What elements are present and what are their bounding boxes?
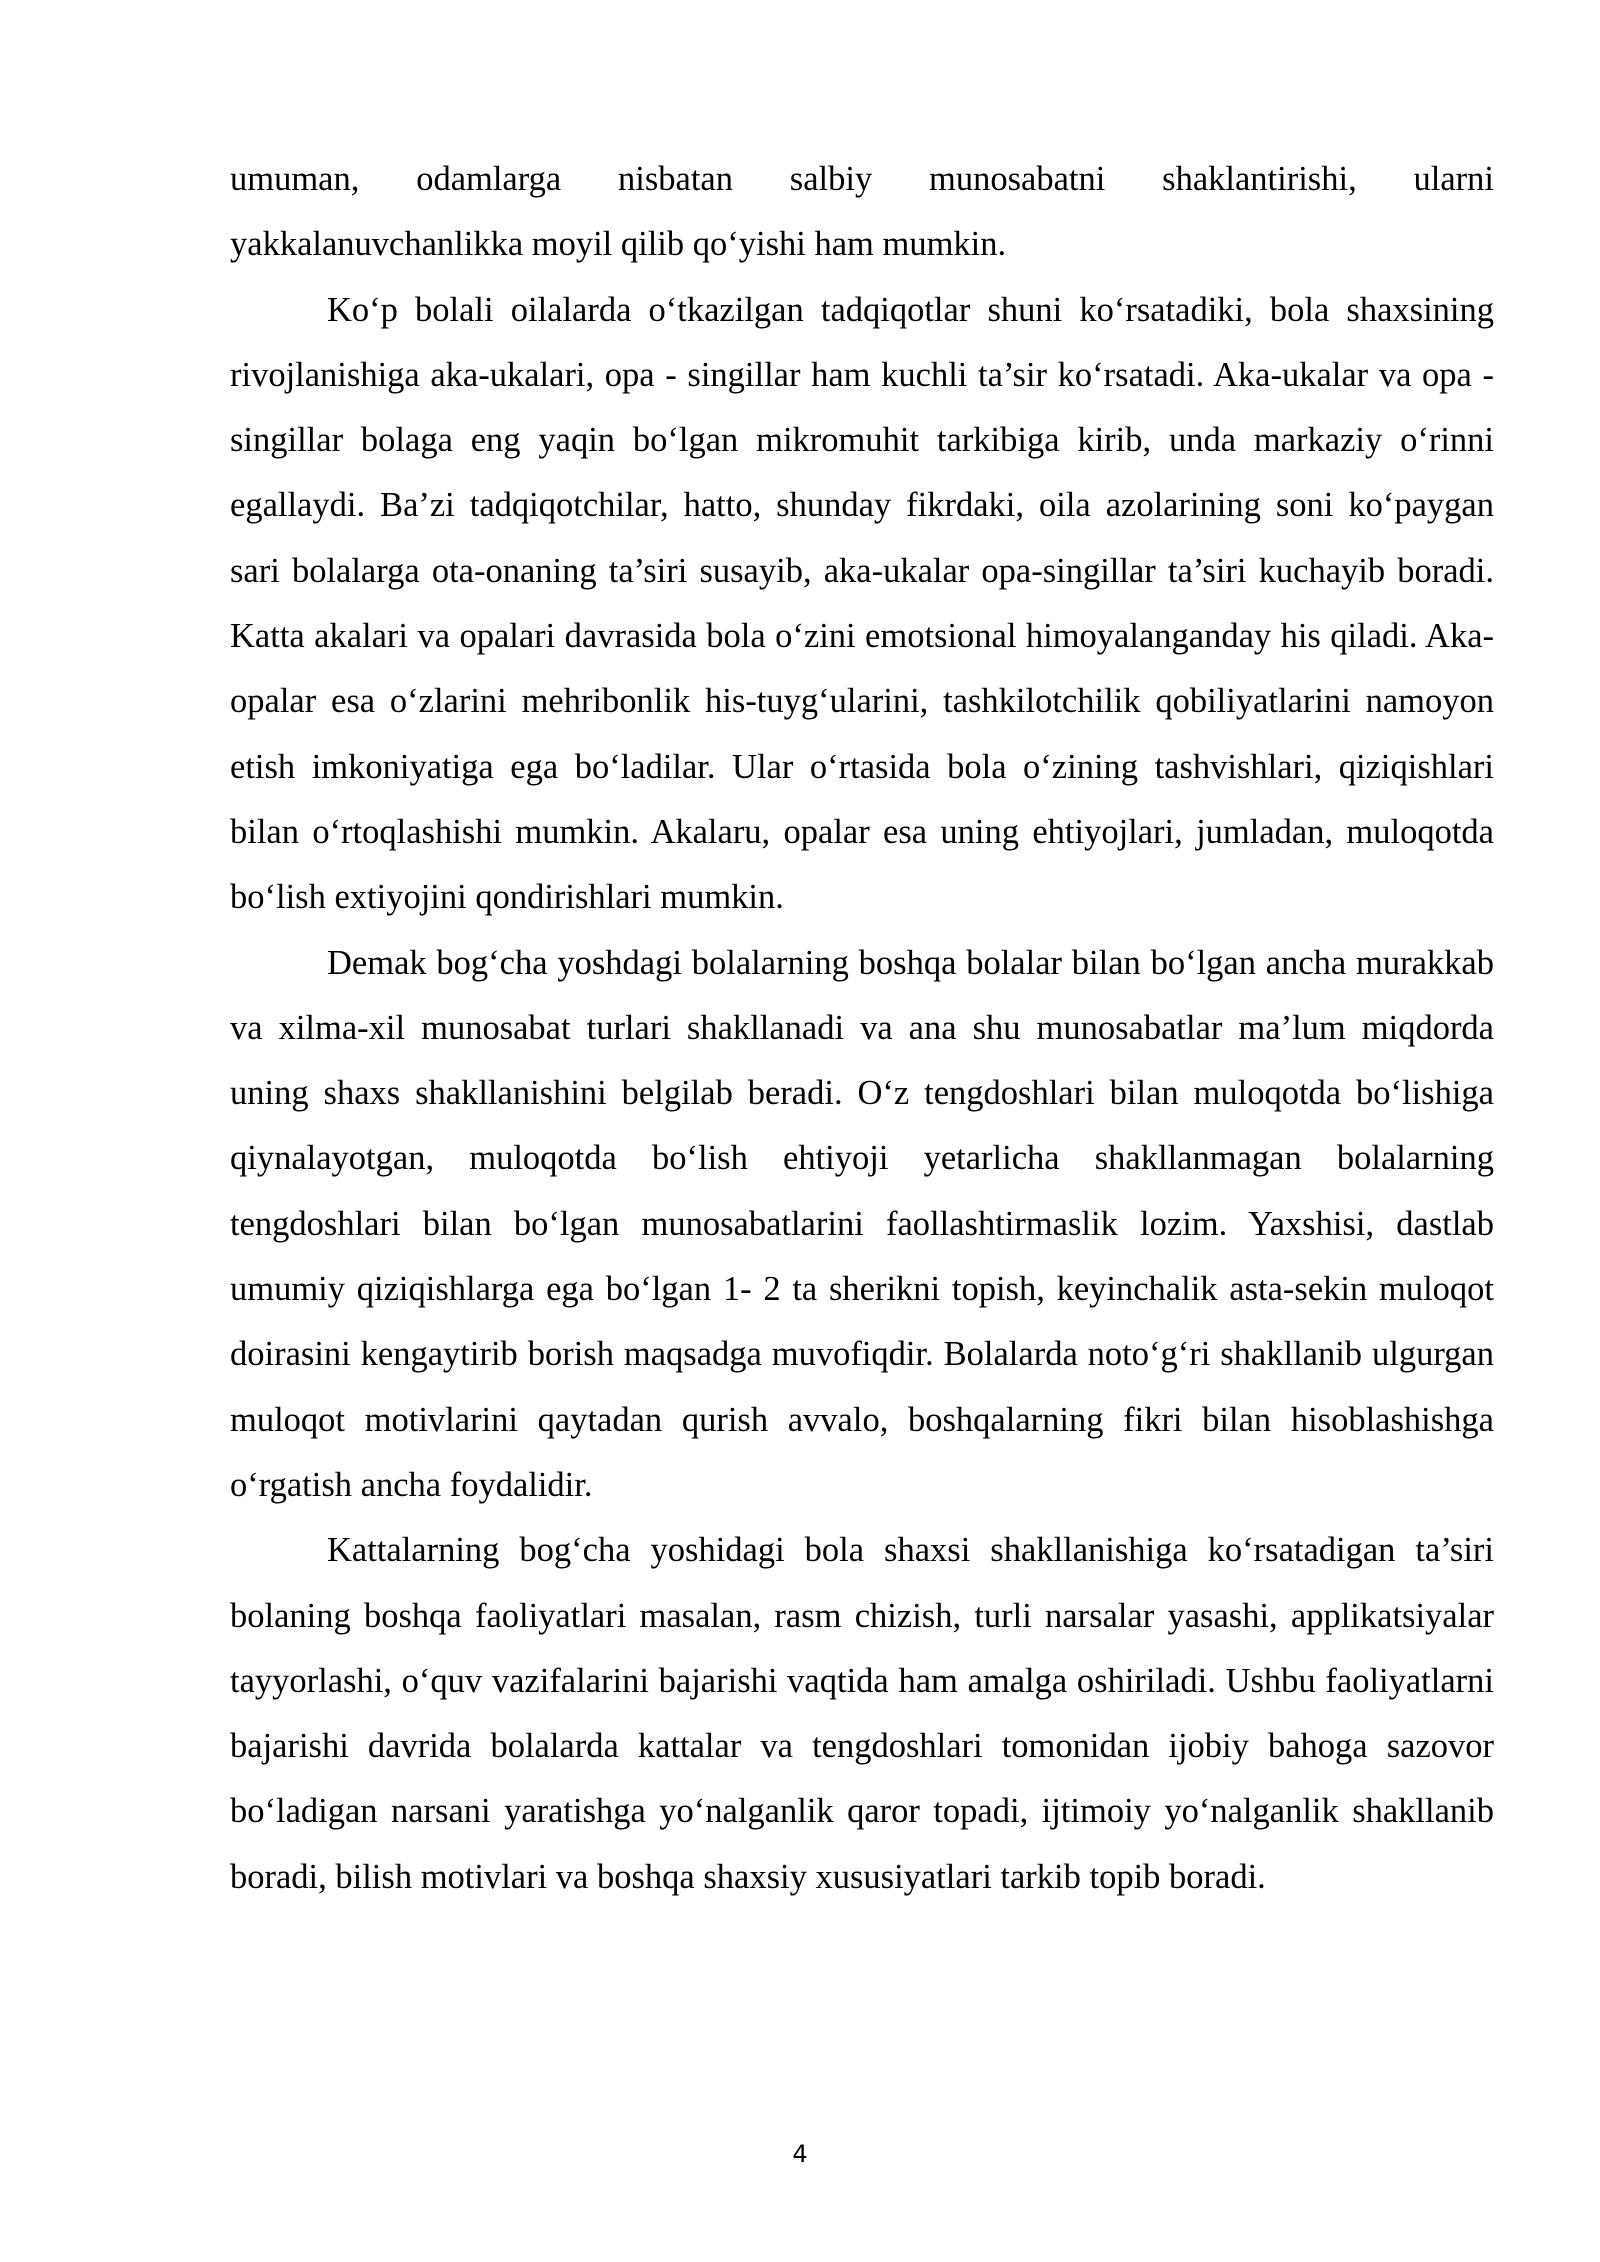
- paragraph-3: Demak bog‘cha yoshdagi bolalarning boshqa bolalar bilan bo‘lgan ancha murakkab va xilma-xil munosabat turlari shakllanadi va ana shu munosabatlar ma’lum miqdorda uning shaxs shakllanishini belgilab beradi. O‘z tengdoshlari bilan muloqotda bo‘lishiga qiynalayotgan, muloqotda bo‘lish ehtiyoji yetarlicha shakllanmagan bolalarning tengdoshlari bilan bo‘lgan munosabatlarini faollashtirmaslik lozim. Yaxshisi, dastlab umumiy qiziqishlarga ega bo‘lgan 1- 2 ta sherikni topish, keyinchalik asta-sekin muloqot doirasini kengaytirib borish maqsadga muvofiqdir. Bolalarda noto‘g‘ri shakllanib ulgurgan muloqot motivlarini qaytadan qurish avvalo, boshqalarning fikri bilan hisoblashishga o‘rgatish ancha foydalidir.: [230, 943, 1494, 1504]
- paragraph-4: Kattalarning bog‘cha yoshidagi bola shaxsi shakllanishiga ko‘rsatadigan ta’siri bolaning boshqa faoliyatlari masalan, rasm chizish, turli narsalar yasashi, applikatsiyalar tayyorlashi, o‘quv vazifalarini bajarishi vaqtida ham amalga oshiriladi. Ushbu faoliyatlarni bajarishi davrida bolalarda kattalar va tengdoshlari tomonidan ijobiy bahoga sazovor bo‘ladigan narsani yaratishga yo‘nalganlik qaror topadi, ijtimoiy yo‘nalganlik shakllanib boradi, bilish motivlari va boshqa shaxsiy xususiyatlari tarkib topib boradi.: [230, 1531, 1494, 1896]
- paragraph-2: Ko‘p bolali oilalarda o‘tkazilgan tadqiqotlar shuni ko‘rsatadiki, bola shaxsining rivojlanishiga aka-ukalari, opa - singillar ham kuchli ta’sir ko‘rsatadi. Aka-ukalar va opa - singillar bolaga eng yaqin bo‘lgan mikromuhit tarkibiga kirib, unda markaziy o‘rinni egallaydi. Ba’zi tadqiqotchilar, hatto, shunday fikrdaki, oila azolarining soni ko‘paygan sari bolalarga ota-onaning ta’siri susayib, aka-ukalar opa-singillar ta’siri kuchayib boradi. Katta akalari va opalari davrasida bola o‘zini emotsional himoyalanganday his qiladi. Aka-opalar esa o‘zlarini mehribonlik his-tuyg‘ularini, tashkilotchilik qobiliyatlarini namoyon etish imkoniyatiga ega bo‘ladilar. Ular o‘rtasida bola o‘zining tashvishlari, qiziqishlari bilan o‘rtoqlashishi mumkin. Akalaru, opalar esa uning ehtiyojlari, jumladan, muloqotda bo‘lish extiyojini qondirishlari mumkin.: [230, 290, 1494, 917]
- paragraph-1: umuman, odamlarga nisbatan salbiy munosabatni shaklantirishi, ularni yakkalanuvchanlikka moyil qilib qo‘yishi ham mumkin.: [230, 160, 1494, 264]
- page-number: 4: [792, 2140, 808, 2168]
- body-text: [230, 147, 1494, 1910]
